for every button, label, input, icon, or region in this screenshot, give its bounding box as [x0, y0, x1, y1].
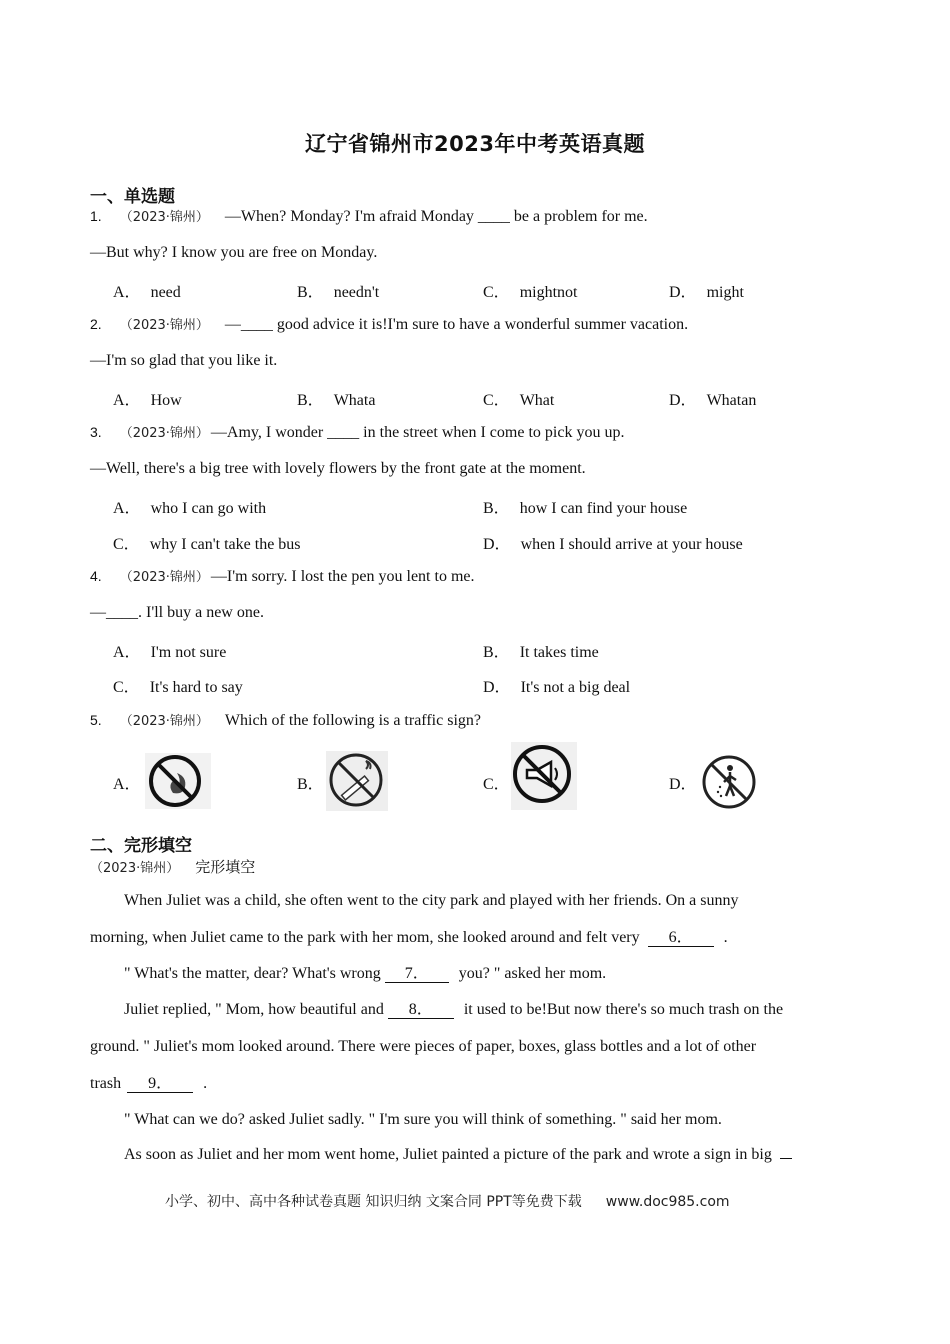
question-1: [90, 206, 648, 226]
blank-10-partial[interactable]: [780, 1158, 792, 1159]
q2-option-b[interactable]: B． Whata: [297, 392, 376, 409]
cloze-paragraph-line: When Juliet was a child, she often went to the city park and played with her friends. On a sunny: [124, 892, 739, 909]
cloze-title: 完形填空: [195, 858, 256, 876]
question-3: [90, 422, 624, 442]
footer-text: 小学、初中、高中各种试卷真题 知识归纳 文案合同 PPT等免费下载: [165, 1194, 582, 1210]
q4-option-c[interactable]: C． It's hard to say: [113, 679, 243, 696]
no-smoking-sign-icon[interactable]: [326, 751, 388, 816]
section-heading-cloze: 二、完形填空: [90, 836, 192, 856]
question-stem: —I'm sorry. I lost the pen you lent to me.: [210, 568, 475, 585]
q5-option-b[interactable]: B．: [297, 776, 324, 793]
question-number: 5.: [90, 712, 102, 728]
q4-option-b[interactable]: B． It takes time: [483, 644, 599, 661]
section-heading-single-choice: 一、单选题: [90, 187, 175, 207]
question-5: [90, 710, 481, 730]
q3-option-b[interactable]: B． how I can find your house: [483, 500, 688, 517]
blank-8[interactable]: 8．: [388, 1001, 454, 1019]
question-1-line2: —But why? I know you are free on Monday.: [90, 244, 378, 261]
cloze-paragraph-line: As soon as Juliet and her mom went home, Juliet painted a picture of the park and wrote a sign in big: [124, 1146, 792, 1164]
q5-option-c[interactable]: C．: [483, 776, 510, 793]
question-number: 3.: [90, 424, 102, 440]
q3-option-a[interactable]: A． who I can go with: [113, 500, 267, 517]
question-source: （2023·锦州）: [119, 318, 209, 333]
question-source: （2023·锦州）: [119, 426, 209, 441]
footer-url[interactable]: www.doc985.com: [605, 1194, 730, 1210]
question-4-line2: —____. I'll buy a new one.: [90, 604, 264, 621]
q1-option-a[interactable]: A． need: [113, 284, 181, 301]
question-stem: —Amy, I wonder ____ in the street when I come to pick you up.: [210, 424, 625, 441]
no-littering-sign-icon[interactable]: [700, 753, 758, 816]
question-3-line2: —Well, there's a big tree with lovely flowers by the front gate at the moment.: [90, 460, 586, 477]
question-stem: Which of the following is a traffic sign?: [224, 712, 481, 729]
question-source: （2023·锦州）: [90, 861, 180, 876]
blank-6[interactable]: 6．: [648, 929, 714, 947]
cloze-paragraph-line: morning, when Juliet came to the park with her mom, she looked around and felt very 6． .: [90, 929, 728, 946]
q5-option-d[interactable]: D．: [669, 776, 697, 793]
no-fire-sign-icon[interactable]: [145, 753, 211, 814]
q3-option-c[interactable]: C． why I can't take the bus: [113, 536, 301, 553]
q2-option-d[interactable]: D． Whatan: [669, 392, 757, 409]
question-source: （2023·锦州）: [119, 570, 209, 585]
question-2: [90, 314, 688, 334]
question-stem: —When? Monday? I'm afraid Monday ____ be a problem for me.: [224, 208, 648, 225]
question-stem: —____ good advice it is!I'm sure to have a wonderful summer vacation.: [224, 316, 689, 333]
blank-9[interactable]: 9．: [127, 1075, 193, 1093]
cloze-paragraph-line: trash 9． .: [90, 1075, 208, 1092]
q1-option-b[interactable]: B． needn't: [297, 284, 380, 301]
q2-option-c[interactable]: C． What: [483, 392, 555, 409]
question-4: [90, 566, 474, 586]
question-source: （2023·锦州）: [119, 210, 209, 225]
cloze-paragraph-line: ground. " Juliet's mom looked around. There were pieces of paper, boxes, glass bottles and a lot of other: [90, 1038, 757, 1055]
q4-option-d[interactable]: D． It's not a big deal: [483, 679, 631, 696]
question-number: 4.: [90, 568, 102, 584]
q5-option-a[interactable]: A．: [113, 776, 141, 793]
q3-option-d[interactable]: D． when I should arrive at your house: [483, 536, 743, 553]
q4-option-a[interactable]: A． I'm not sure: [113, 644, 227, 661]
question-source: （2023·锦州）: [119, 714, 209, 729]
question-number: 2.: [90, 316, 102, 332]
page-footer: [165, 1191, 730, 1211]
cloze-paragraph-line: " What's the matter, dear? What's wrong 7． you? " asked her mom.: [124, 965, 607, 982]
blank-7[interactable]: 7．: [385, 965, 449, 983]
q1-option-d[interactable]: D． might: [669, 284, 744, 301]
question-2-line2: —I'm so glad that you like it.: [90, 352, 278, 369]
cloze-header: [90, 856, 255, 877]
cloze-paragraph-line: Juliet replied, " Mom, how beautiful and 8． it used to be!But now there's so much trash on the: [124, 1001, 784, 1018]
q1-option-c[interactable]: C． mightnot: [483, 284, 578, 301]
question-number: 1.: [90, 208, 102, 224]
no-horn-sign-icon[interactable]: [511, 742, 577, 815]
q2-option-a[interactable]: A． How: [113, 392, 182, 409]
page-title: 辽宁省锦州市2023年中考英语真题: [305, 132, 645, 156]
cloze-paragraph-line: " What can we do? asked Juliet sadly. " I'm sure you will think of something. " said her mom.: [124, 1111, 722, 1128]
